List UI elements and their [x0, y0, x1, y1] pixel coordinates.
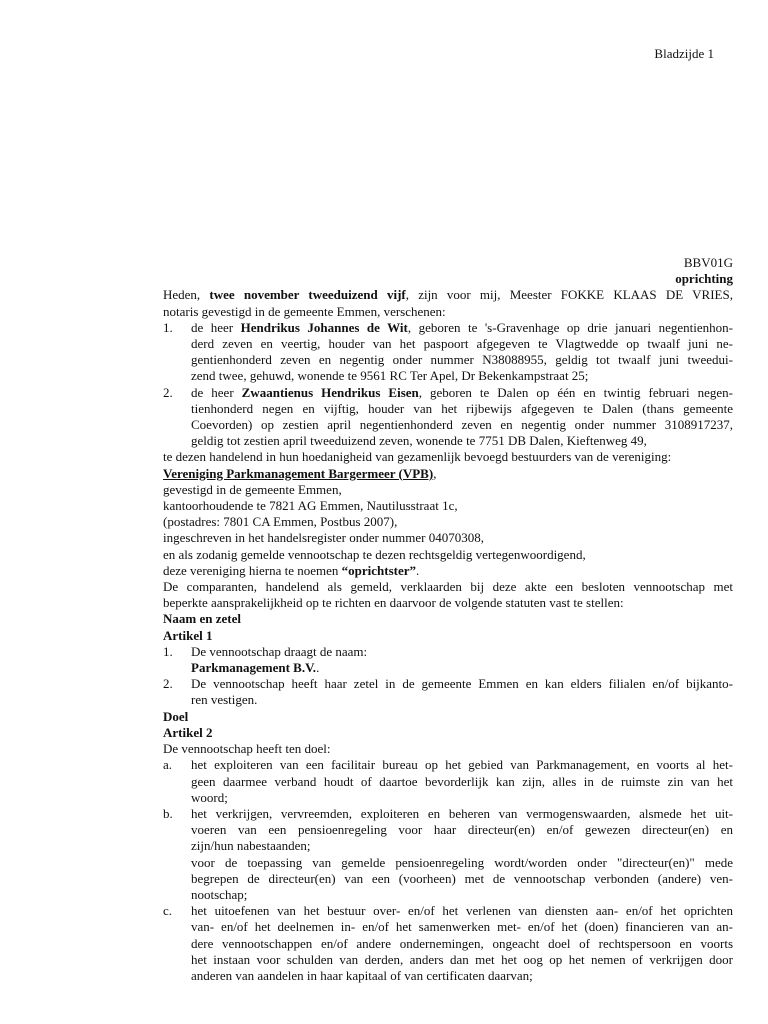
article-1-heading: Artikel 1: [163, 627, 213, 643]
association-name-line: Vereniging Parkmanagement Bargermeer (VPB),: [163, 465, 437, 481]
association-postal: (postadres: 7801 CA Emmen, Postbus 2007),: [163, 514, 398, 530]
acting-capacity: te dezen handelend in hun hoedanigheid van gezamenlijk bevoegd bestuurders van de vereniging:: [163, 449, 672, 465]
party-name: Hendrikus Johannes de Wit: [240, 319, 408, 335]
deed-document: [163, 255, 733, 984]
association-name: Vereniging Parkmanagement Bargermeer (VPB): [163, 465, 434, 481]
statement-line-1: De comparanten, handelend als gemeld, verklaarden bij deze akte een besloten vennootschap met: [163, 579, 733, 595]
article-2-item-b: b. het verkrijgen, vervreemden, exploiteren en beheren van vermogenswaarden, alsmede het uit- voeren van een pensioenregeling voor haar directeur(en) en/of gewezen directeur(en) en zijn/hun nabestaanden; voor de toepassing van gemelde pensioenregeling wordt/worden onder "directeur(en)" mede begrepen de directeur(en) van een (voorheen) met de vennootschap verbonden (andere) ven- nootschap;: [163, 805, 733, 902]
article-2-item-c: c. het uitoefenen van het bestuur over- en/of het verlenen van diensten aan- en/of het oprichten van- en/of het deelnemen in- en/of het samenwerken met- en/of het (doen) financieren van an- dere vennootschappen en/of andere ondernemingen, ongeacht doel of rechtspersoon en voorts het instaan voor schulden van derden, anders dan met het oog op het nemen of verkrijgen door anderen van aandelen in haar kapitaal of van certificaten daarvan;: [163, 903, 733, 983]
article-2-heading: Artikel 2: [163, 724, 213, 740]
article-1-item-1: 1. De vennootschap draagt de naam: Parkmanagement B.V..: [163, 643, 368, 676]
reference-code: BBV01G: [683, 255, 733, 270]
association-office: kantoorhoudende te 7821 AG Emmen, Nautilusstraat 1c,: [163, 498, 458, 514]
statement-line-2: beperkte aansprakelijkheid op te richten en daarvoor de volgende statuten vast te stellen:: [163, 595, 624, 611]
association-represented: en als zodanig gemelde vennootschap te dezen rechtsgeldig vertegenwoordigend,: [163, 546, 586, 562]
section-heading-name: Naam en zetel: [163, 611, 241, 627]
party-number: 1.: [163, 319, 173, 335]
article-2-intro: De vennootschap heeft ten doel:: [163, 741, 331, 757]
association-register: ingeschreven in het handelsregister onder nummer 04070308,: [163, 530, 484, 546]
party-name: Zwaantienus Hendrikus Eisen: [241, 384, 419, 400]
page-number: Bladzijde 1: [654, 46, 714, 61]
party-number: 2.: [163, 384, 173, 400]
association-seat: gevestigd in de gemeente Emmen,: [163, 481, 342, 497]
company-name: Parkmanagement B.V.: [191, 660, 317, 676]
document-type: oprichting: [675, 271, 733, 287]
party-2: 2. de heer Zwaantienus Hendrikus Eisen, geboren te Dalen op één en twintig februari negen- tienhonderd negen en vijftig, houder van het rijbewijs afgegeven te Dalen (thans gemeente Coevorden) op zestien april negentienhonderd zeven en negentig onder nummer 3108917237, geldig tot zestien april tweeduizend zeven, wonende te 7751 DB Dalen, Kieftenweg 49,: [163, 384, 734, 449]
section-heading-goal: Doel: [163, 708, 189, 724]
deed-date: twee november tweeduizend vijf: [209, 287, 406, 303]
association-hereafter: deze vereniging hierna te noemen “oprichtster”.: [163, 562, 420, 578]
article-1-item-2: 2. De vennootschap heeft haar zetel in de gemeente Emmen en kan elders filialen en/of bijkanto- ren vestigen.: [163, 676, 733, 708]
intro-line-2: notaris gevestigd in de gemeente Emmen, verschenen:: [163, 303, 446, 319]
article-2-item-a: a. het exploiteren van een facilitair bureau op het gebied van Parkmanagement, en voorts al het- geen daarmee verband houdt of daartoe bevorderlijk kan zijn, alles in de ruimste zin van het woord;: [163, 757, 733, 805]
intro-line-1: Heden, twee november tweeduizend vijf, zijn voor mij, Meester FOKKE KLAAS DE VRIES,: [163, 287, 733, 303]
party-1: 1. de heer Hendrikus Johannes de Wit, geboren te 's-Gravenhage op drie januari negentienhon- derd zeven en veertig, houder van het paspoort afgegeven te Vlagtwedde op twaalf juni ne- gentienhonderd zeven en negentig onder nummer N38088955, geldig tot twaalf juni tweedui- zend twee, gehuwd, wonende te 9561 RC Ter Apel, Dr Bekenkampstraat 25;: [163, 319, 734, 384]
